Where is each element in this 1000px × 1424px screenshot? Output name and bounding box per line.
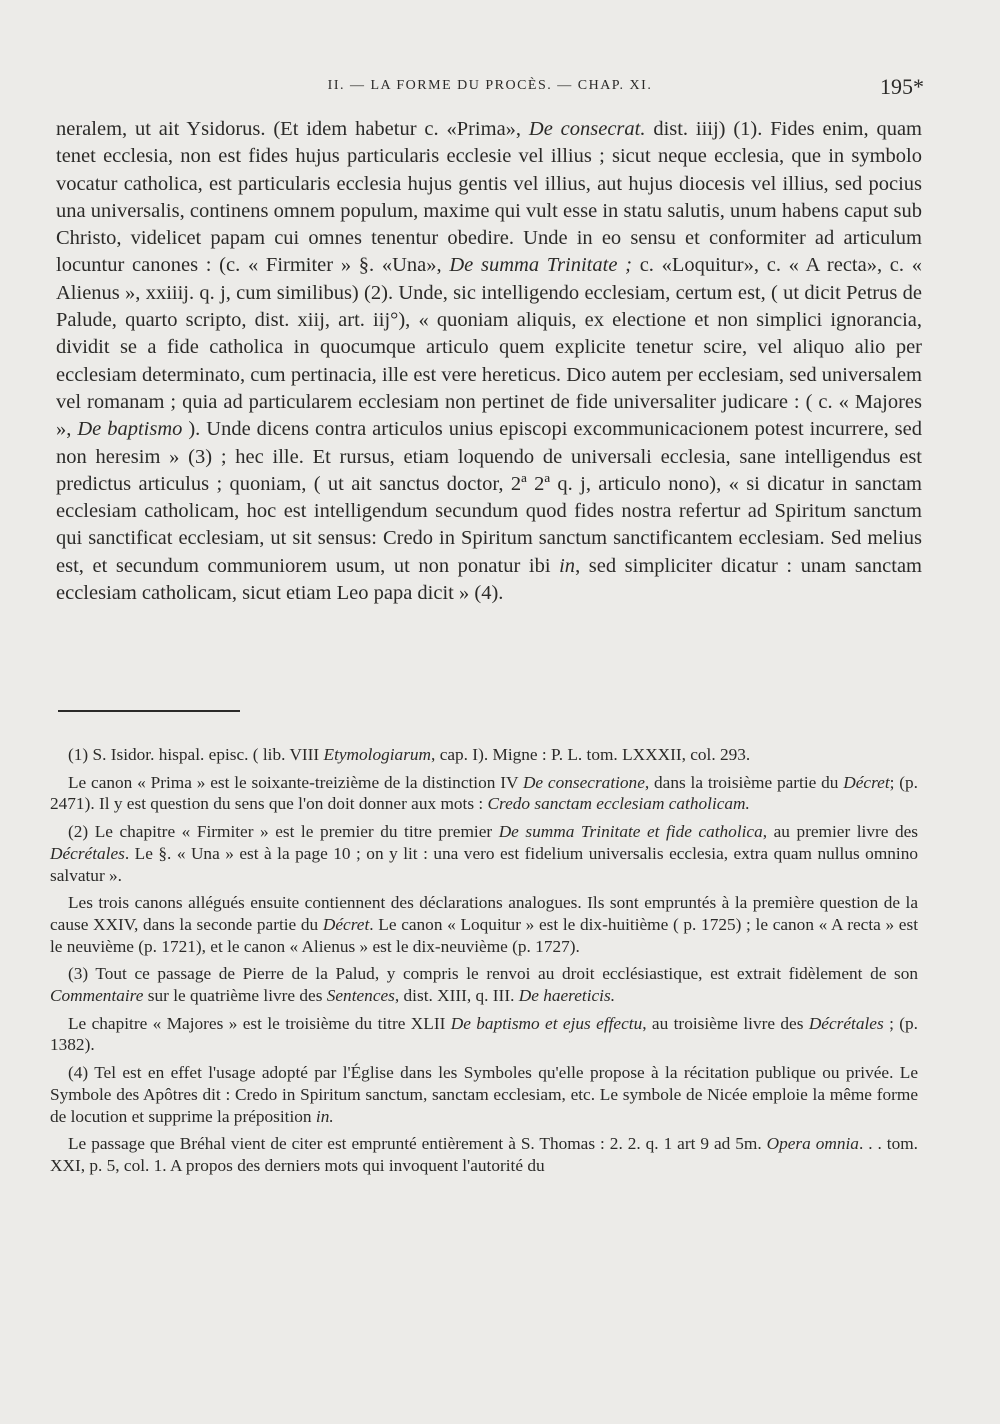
italic-text: De baptismo xyxy=(77,418,183,441)
italic-text: Décrétales xyxy=(50,843,125,863)
italic-text: De summa Trinitate et fide catholica xyxy=(498,822,763,842)
footnote xyxy=(50,963,918,1006)
text-run: Les trois canons allégués ensuite contiennent des déclarations analogues. Ils sont empruntés à la première question de la cause XXIV, dans la seconde partie du xyxy=(50,893,918,934)
footnote xyxy=(50,1013,918,1056)
text-run: (1) S. Isidor. hispal. episc. ( lib. VIII xyxy=(68,745,324,764)
text-run: , sed simpliciter dicatur : unam sanctam ecclesiam catholicam, sicut etiam Leo papa dicit » (4). xyxy=(56,554,922,605)
text-run: , dans la troisième partie du xyxy=(644,772,844,792)
text-run: Le passage que Bréhal vient de citer est emprunté entièrement à S. Thomas : 2. 2. q. 1 art 9 ad 5m. xyxy=(68,1134,767,1154)
text-run: dist. iiij) (1). Fides enim, quam tenet ecclesia, non est fides hujus particularis ecclesie vel illius ; sicut neque ecclesia, que in symbolo vocatur catholica, est particularis ecclesia hujus gentis vel illius, aut hujus diocesis vel illius, sed pocius una universalis, continens omnem populum, maxime qui vult esse in statu salutis, unum habens caput sub Christo, videlicet papam cui omnes tenentur obedire. Unde in eo sensu et conformiter ad articulum locuntur canones : (c. « Firmiter » §. «Una», xyxy=(56,118,922,277)
text-run: ; (p. 2471). Il y est question du sens que l'on doit donner aux mots : xyxy=(50,772,918,814)
text-run: neralem, ut ait Ysidorus. (Et idem habetur c. «Prima», xyxy=(56,118,529,140)
running-header xyxy=(56,74,924,104)
text-run: Le canon « Prima » est le soixante-treizième de la distinction IV xyxy=(68,772,523,792)
text-run: , au troisième livre des xyxy=(642,1013,809,1033)
italic-text: in xyxy=(559,554,576,577)
page-number: 195* xyxy=(880,74,924,99)
text-run: ; (p. 1382). xyxy=(50,1013,918,1055)
footnote xyxy=(50,892,918,957)
italic-text: Décrétales xyxy=(808,1013,884,1033)
text-run: ). Unde dicens contra articulos unius episcopi excommunicacionem potest incurrere, sed non heresim » (3) ; hec ille. Et rursus, etiam loquendo de universali ecclesia, sane intelligendus est predictus articulus ; quoniam, ( ut ait sanctus doctor, 2ª 2ª q. j, articulo nono), « si dicatur in sanctam ecclesiam catholicam, hoc est intelligendum secundum quod fides nostra refertur ad Spiritum sanctum qui sanctificat ecclesiam, ut sit sensus: Credo in Spiritum sanctum sanctificantem ecclesiam. Sed melius est, et secundum communiorem usum, ut non ponatur ibi xyxy=(56,418,922,577)
italic-text: Commentaire xyxy=(50,986,144,1006)
italic-text: De haereticis. xyxy=(518,986,616,1006)
footnote xyxy=(50,744,918,766)
text-run: . Le §. « Una » est à la page 10 ; on y lit : una vero est fidelium universalis ecclesia, extra quam nullus omnino salvatur ». xyxy=(50,843,918,885)
italic-text: De baptismo et ejus effectu xyxy=(450,1013,643,1033)
text-run: . . . tom. XXI, p. 5, col. 1. A propos des derniers mots qui invoquent l'autorité du xyxy=(50,1134,918,1175)
italic-text: De consecrat. xyxy=(528,118,646,140)
italic-text: Sentences xyxy=(326,986,395,1006)
italic-text: Opera omnia xyxy=(766,1134,859,1154)
text-run: Le chapitre « Majores » est le troisième du titre XLII xyxy=(68,1013,451,1033)
text-run: . Le canon « Loquitur » est le dix-huitième ( p. 1725) ; le canon « A recta » est le neuvième (p. 1721), et le canon « Alienus » est le dix-neuvième (p. 1727). xyxy=(50,914,918,956)
text-run: (3) Tout ce passage de Pierre de la Palud, y compris le renvoi au droit ecclésiastique, est extrait fidèlement de son xyxy=(68,964,918,984)
italic-text: Etymologiarum xyxy=(323,745,432,764)
text-run: (2) Le chapitre « Firmiter » est le premier du titre premier xyxy=(68,822,499,842)
italic-text: De summa Trinitate ; xyxy=(449,254,632,277)
italic-text: Décret xyxy=(843,772,890,792)
text-run: sur le quatrième livre des xyxy=(143,986,327,1006)
italic-text: De consecratione xyxy=(522,772,645,792)
running-title: II. — LA FORME DU PROCÈS. — CHAP. XI. xyxy=(327,78,653,93)
footnote xyxy=(50,772,918,815)
text-run: (4) Tel est en effet l'usage adopté par l'Église dans les Symboles qu'elle propose à la récitation publique ou privée. Le Symbole des Apôtres dit : Credo in Spiritum sanctum, sanctam ecclesiam, etc. Le symbole de Nicée emploie la même forme de locution et supprime la préposition xyxy=(50,1063,918,1126)
text-run: , au premier livre des xyxy=(762,822,918,842)
footnote xyxy=(50,1133,918,1176)
italic-text: Credo sanctam ecclesiam catholicam. xyxy=(487,794,750,814)
text-run: , cap. I). Migne : P. L. tom. LXXXII, col. 293. xyxy=(431,745,751,764)
text-run: c. «Loquitur», c. « A recta», c. « Alienus », xxiiij. q. j, cum similibus) (2). Unde, sic intelligendo ecclesiam, certum est, ( ut dicit Petrus de Palude, quarto scripto, dist. xiij, art. iij°), « quoniam aliquis, ex electione et non simplici ignorancia, dividit se a fide catholica in quocumque articulo quem explicite tenetur scire, vel aliquo alio per ecclesiam determinato, cum pertinacia, ille est vere hereticus. Dico autem per ecclesiam, sed universalem vel romanam ; quia ad particularem ecclesiam non pertinet de fide universaliter judicare : ( c. « Majores », xyxy=(56,254,922,441)
text-run: , dist. XIII, q. III. xyxy=(394,986,519,1006)
footnote xyxy=(50,1062,918,1127)
main-text xyxy=(56,116,922,607)
italic-text: Décret xyxy=(322,914,370,934)
italic-text: in. xyxy=(315,1106,334,1126)
footnotes xyxy=(50,744,918,1183)
footnote xyxy=(50,821,918,886)
footnote-separator xyxy=(58,710,240,712)
main-paragraph xyxy=(56,116,922,607)
